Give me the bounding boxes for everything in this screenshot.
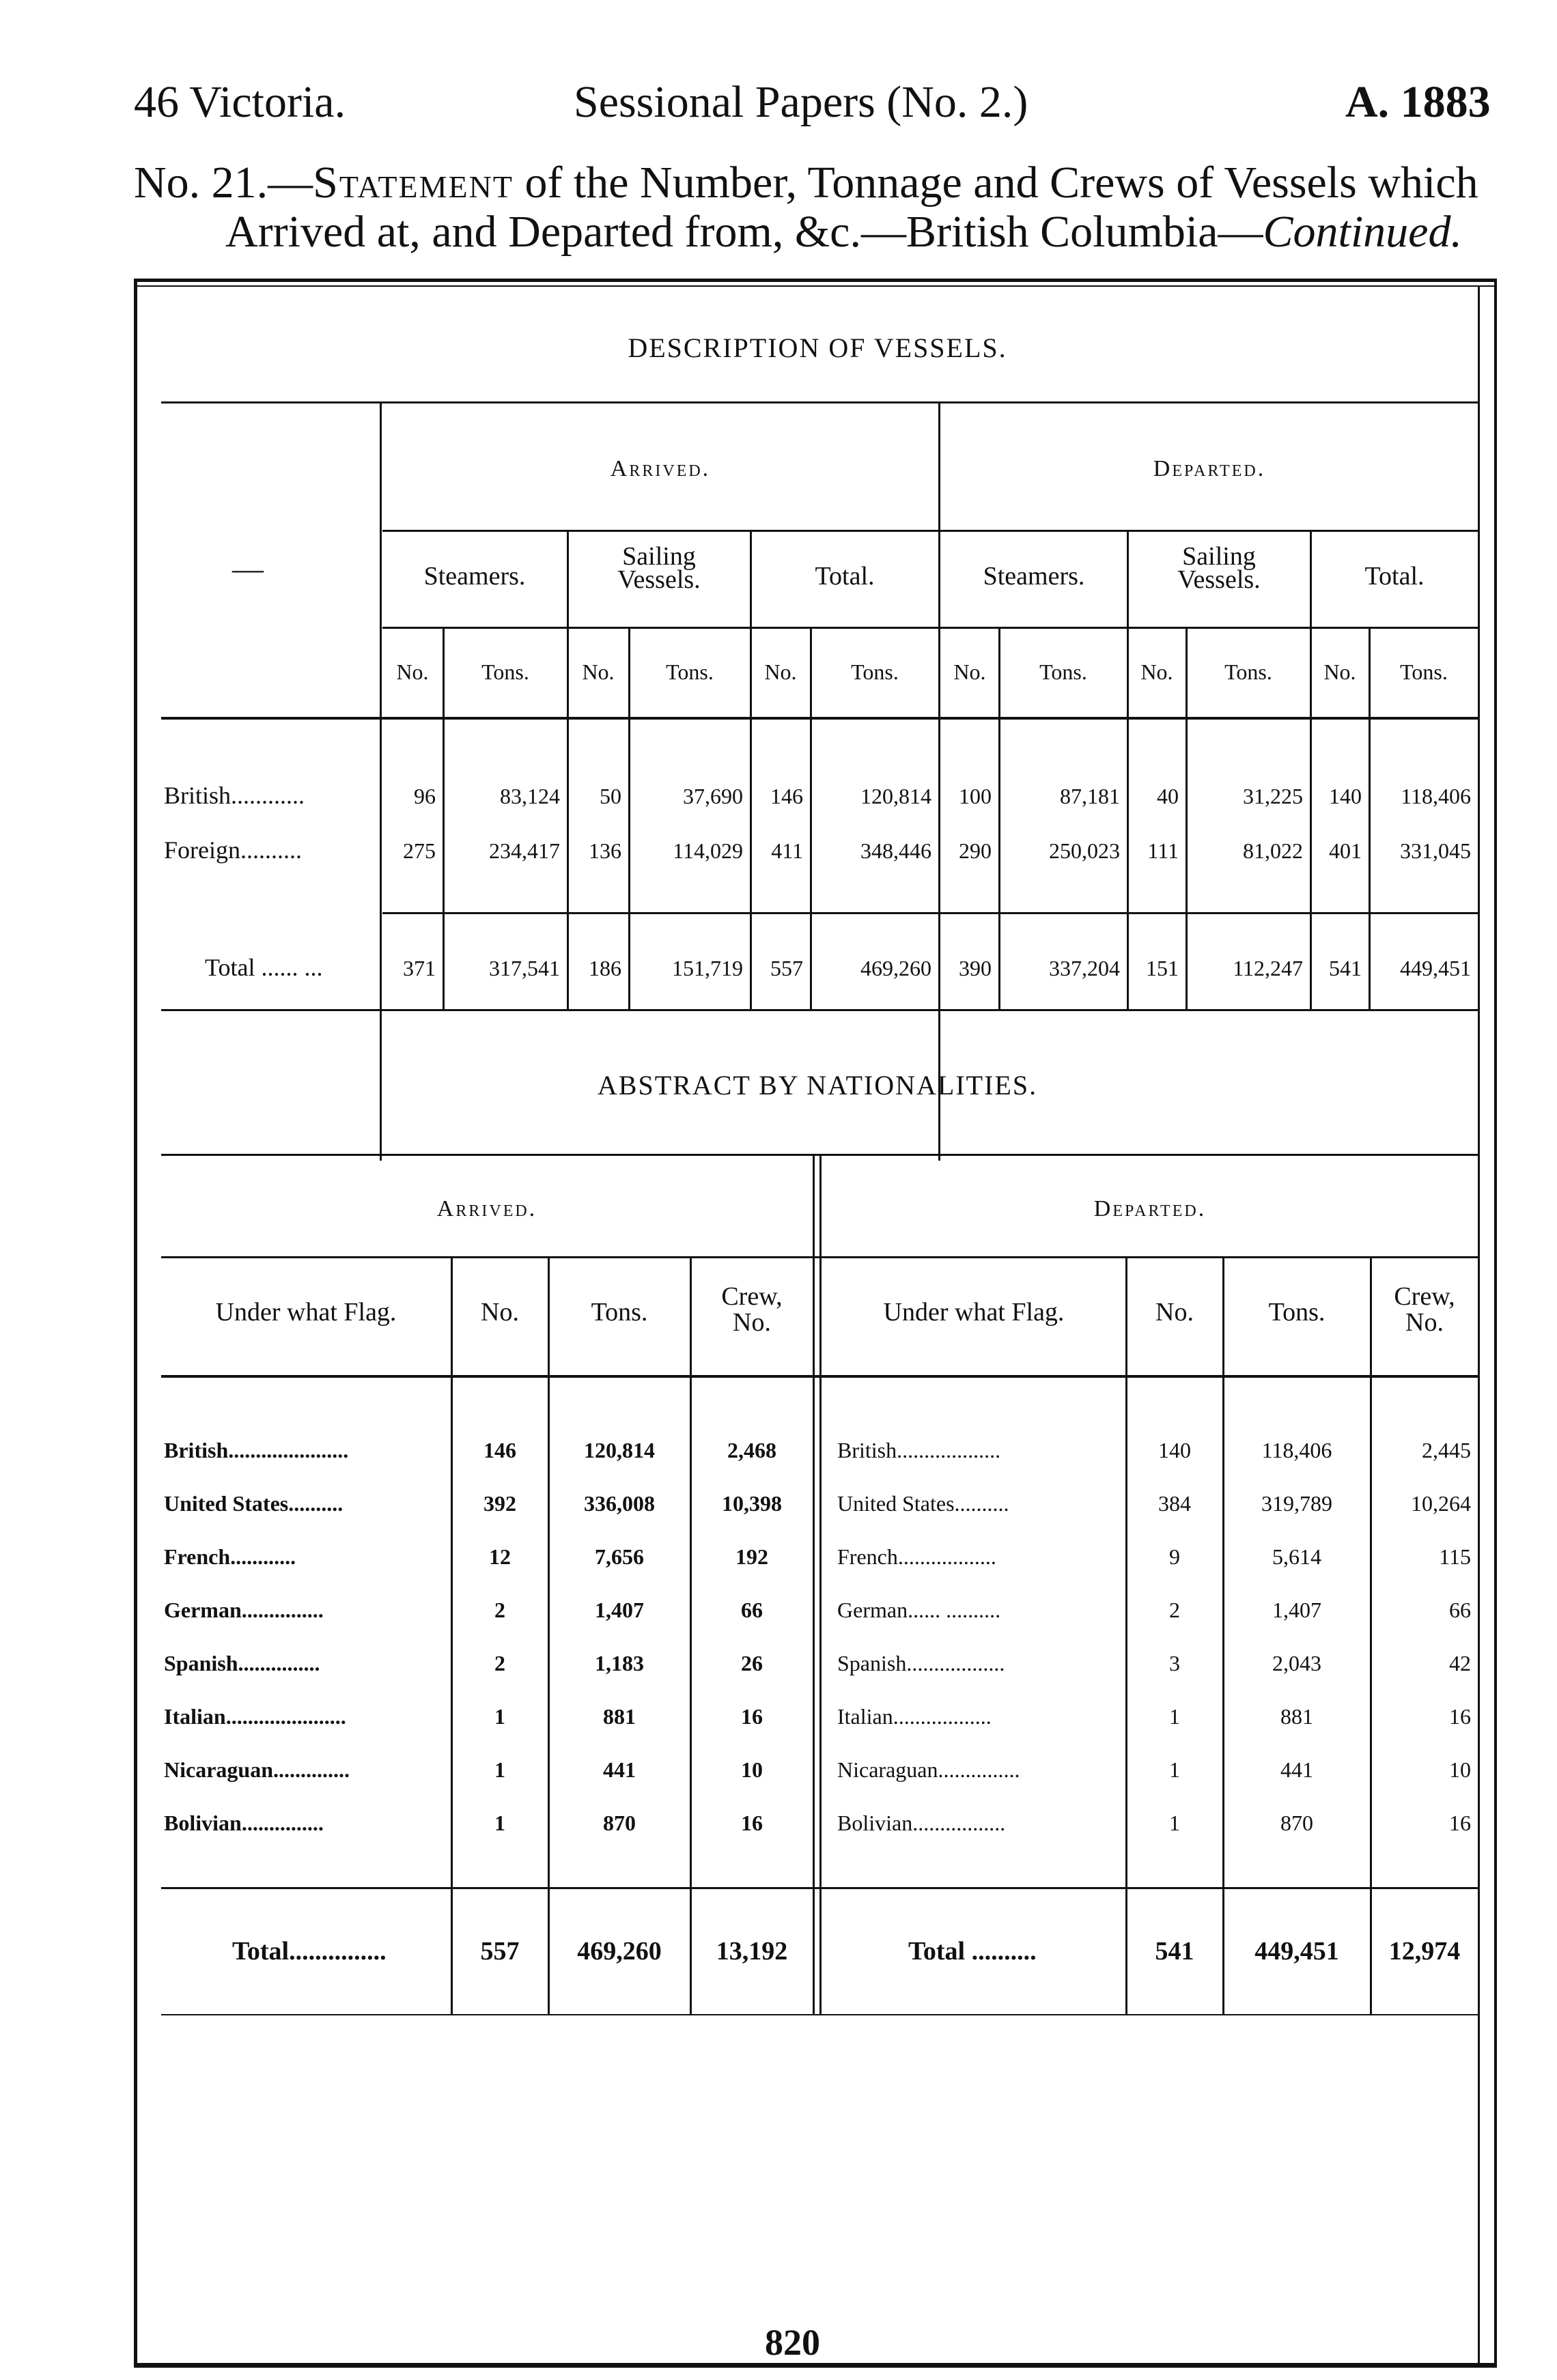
rule: [382, 912, 1478, 914]
sub-tons: Tons.: [851, 660, 899, 684]
arrived-no-cell: 12: [489, 1544, 511, 1569]
departed-no-cell: 3: [1169, 1651, 1180, 1675]
dot-leader: ......................: [228, 1438, 349, 1462]
col-crew-departed: [1371, 1284, 1478, 1335]
dot-leader: ..................: [906, 1651, 1005, 1675]
arrived-heading: Arrived.: [610, 456, 711, 481]
departed-tons-cell: 319,789: [1261, 1491, 1332, 1516]
table-cell: 87,181: [1060, 784, 1120, 808]
table-cell: 151,719: [672, 956, 743, 980]
abstract-departed-total-crew: 12,974: [1388, 1937, 1461, 1966]
flag-label: [837, 1438, 1000, 1463]
flag-name: French: [164, 1544, 231, 1569]
table-cell: 348,446: [860, 838, 931, 863]
rule: [161, 1256, 1478, 1258]
abstract-departed-total-tons: 449,451: [1254, 1937, 1339, 1966]
col-crew-l2: No.: [1405, 1308, 1444, 1337]
flag-label: [837, 1757, 1020, 1783]
table-cell: 541: [1329, 956, 1362, 980]
abstract-departed-total-label: [908, 1936, 1037, 1966]
running-head-left: 46 Victoria.: [134, 77, 346, 127]
col-rule: [750, 628, 752, 1010]
table-cell: 331,045: [1400, 838, 1471, 863]
table-cell: 37,690: [683, 784, 743, 808]
rule: [161, 717, 1478, 720]
sub-no: No.: [764, 660, 797, 684]
departed-crew-cell: 16: [1449, 1704, 1471, 1729]
abstract-departed-total-no: 541: [1155, 1937, 1194, 1966]
departed-tons-cell: 2,043: [1272, 1651, 1321, 1675]
table-cell: 250,023: [1049, 838, 1120, 863]
arrived-crew-cell: 16: [741, 1811, 763, 1835]
flag-label: [837, 1704, 992, 1729]
flag-label: [837, 1651, 1005, 1676]
departed-crew-cell: 115: [1439, 1544, 1471, 1569]
sub-tons: Tons.: [1039, 660, 1087, 684]
sub-tons: Tons.: [1224, 660, 1272, 684]
dot-leader: ...... ...: [255, 954, 323, 981]
dot-leader: ...............: [938, 1757, 1020, 1782]
dot-leader: ..........: [965, 1937, 1037, 1966]
total-label: Total: [232, 1937, 290, 1966]
table-cell: 234,417: [489, 838, 560, 863]
table-cell: 469,260: [860, 956, 931, 980]
sub-tons: Tons.: [666, 660, 714, 684]
total-label: Total: [908, 1937, 966, 1966]
departed-tons-cell: 870: [1280, 1811, 1313, 1835]
arrived-tons-cell: 7,656: [595, 1544, 644, 1569]
table-cell: 411: [771, 838, 803, 863]
sub-no: No.: [396, 660, 429, 684]
arrived-no-cell: 1: [494, 1704, 505, 1729]
col-rule: [1125, 1258, 1127, 2015]
dot-leader: ............: [230, 1544, 296, 1569]
departed-no-cell: 2: [1169, 1598, 1180, 1622]
dot-leader: ..........: [954, 1491, 1009, 1516]
table-cell: 118,406: [1401, 784, 1471, 808]
arrived-no-cell: 392: [483, 1491, 516, 1516]
col-rule: [1222, 1258, 1224, 2015]
table-cell: 111: [1147, 838, 1179, 863]
table-cell: 136: [589, 838, 621, 863]
arrived-crew-cell: 16: [741, 1704, 763, 1729]
flag-name: Nicaraguan: [837, 1757, 938, 1782]
table-cell: 40: [1157, 784, 1179, 808]
arrived-no-cell: 2: [494, 1598, 505, 1622]
statement-title-line1: [134, 157, 1478, 209]
flag-label: [164, 1757, 350, 1783]
departed-crew-cell: 10: [1449, 1757, 1471, 1782]
col-rule: [380, 403, 382, 1161]
dot-leader: ......................: [225, 1704, 346, 1729]
table-cell: 371: [403, 956, 436, 980]
title-prefix: No. 21.—: [134, 158, 313, 208]
table-cell: 290: [959, 838, 992, 863]
group-sailing-departed-l2: Vessels.: [1177, 565, 1261, 594]
table-cell: 96: [414, 784, 436, 808]
departed-heading: Departed.: [1153, 456, 1266, 481]
row-label-text: Total: [205, 954, 255, 981]
abstract-heading: ABSTRACT BY NATIONALITIES.: [597, 1070, 1038, 1101]
table-cell: 120,814: [860, 784, 931, 808]
table-cell: 275: [403, 838, 436, 863]
table-cell: 50: [600, 784, 621, 808]
col-tons-arrived: Tons.: [591, 1298, 648, 1327]
flag-name: British: [837, 1438, 897, 1462]
arrived-tons-cell: 870: [603, 1811, 636, 1835]
col-rule: [1310, 628, 1312, 1010]
group-total-arrived: Total.: [815, 562, 875, 591]
arrived-no-cell: 1: [494, 1757, 505, 1782]
col-rule: [628, 628, 630, 1010]
group-steamers-departed: Steamers.: [983, 562, 1085, 591]
departed-tons-cell: 881: [1280, 1704, 1313, 1729]
flag-label: [164, 1651, 320, 1676]
departed-crew-cell: 16: [1449, 1811, 1471, 1835]
departed-crew-cell: 2,445: [1422, 1438, 1471, 1462]
dot-leader: ...................: [897, 1438, 1001, 1462]
table-cell: 557: [770, 956, 803, 980]
col-rule: [443, 628, 445, 1010]
table-cell: 146: [770, 784, 803, 808]
flag-label: [164, 1491, 343, 1516]
group-sailing-arrived-l1: Sailing: [622, 542, 696, 571]
flag-name: British: [164, 1438, 229, 1462]
col-rule: [690, 1258, 692, 2015]
abstract-arrived-heading: Arrived.: [436, 1196, 537, 1221]
running-head-center: Sessional Papers (No. 2.): [574, 77, 1028, 127]
flag-label: [164, 1544, 296, 1570]
col-rule: [998, 628, 1000, 1010]
flag-name: Italian: [837, 1704, 893, 1729]
col-rule: [819, 1155, 822, 2015]
description-row-label: [205, 953, 322, 982]
col-rule: [451, 1258, 453, 2015]
rule: [161, 1375, 1478, 1378]
departed-no-cell: 1: [1169, 1757, 1180, 1782]
flag-name: Bolivian: [164, 1811, 242, 1835]
flag-label: [837, 1598, 1000, 1623]
arrived-tons-cell: 1,407: [595, 1598, 644, 1622]
arrived-crew-cell: 10,398: [722, 1491, 782, 1516]
departed-crew-cell: 42: [1449, 1651, 1471, 1675]
col-rule: [810, 628, 812, 1010]
col-rule: [1369, 628, 1371, 1010]
table-cell: 114,029: [673, 838, 743, 863]
col-crew-l2: No.: [733, 1308, 771, 1337]
flag-label: [164, 1704, 346, 1729]
col-rule: [548, 1258, 550, 2015]
title-statement-word: Statement: [313, 158, 514, 208]
arrived-crew-cell: 192: [735, 1544, 768, 1569]
departed-tons-cell: 1,407: [1272, 1598, 1321, 1622]
rule: [382, 530, 1478, 532]
dot-leader: ...............: [241, 1598, 324, 1622]
dot-leader: ...............: [238, 1651, 320, 1675]
arrived-tons-cell: 1,183: [595, 1651, 644, 1675]
flag-name: United States: [837, 1491, 955, 1516]
table-cell: 140: [1329, 784, 1362, 808]
departed-no-cell: 140: [1158, 1438, 1191, 1462]
col-rule: [813, 1155, 815, 2015]
rule: [161, 401, 1478, 403]
table-cell: 81,022: [1243, 838, 1303, 863]
flag-label: [164, 1811, 324, 1836]
departed-tons-cell: 441: [1280, 1757, 1313, 1782]
arrived-tons-cell: 441: [603, 1757, 636, 1782]
dot-leader: ...... ..........: [908, 1598, 1001, 1622]
col-tons-departed: Tons.: [1268, 1298, 1325, 1327]
abstract-arrived-total-label: [232, 1936, 387, 1966]
flag-name: German: [164, 1598, 242, 1622]
table-cell: 401: [1329, 838, 1362, 863]
arrived-crew-cell: 26: [741, 1651, 763, 1675]
dot-leader: ..................: [897, 1544, 996, 1569]
flag-label: [164, 1598, 324, 1623]
arrived-tons-cell: 120,814: [584, 1438, 655, 1462]
sub-tons: Tons.: [481, 660, 529, 684]
group-sailing-arrived-l2: Vessels.: [617, 565, 701, 594]
group-sailing-departed-l1: Sailing: [1182, 542, 1256, 571]
flag-name: United States: [164, 1491, 289, 1516]
dot-leader: .................: [912, 1811, 1006, 1835]
arrived-no-cell: 1: [494, 1811, 505, 1835]
group-total-departed: Total.: [1364, 562, 1425, 591]
arrived-crew-cell: 66: [741, 1598, 763, 1622]
table-cell: 151: [1146, 956, 1179, 980]
flag-name: Spanish: [164, 1651, 238, 1675]
table-cell: 449,451: [1400, 956, 1471, 980]
dot-leader: ..............: [273, 1757, 350, 1782]
col-rule: [1127, 628, 1129, 1010]
table-cell: 31,225: [1243, 784, 1303, 808]
frame-top-rule-thin: [134, 285, 1497, 287]
arrived-no-cell: 2: [494, 1651, 505, 1675]
dot-leader: ............: [231, 782, 305, 809]
abstract-arrived-total-tons: 469,260: [577, 1937, 662, 1966]
group-sailing-arrived: [568, 542, 750, 594]
col-rule: [567, 628, 569, 1010]
dot-leader: ..................: [893, 1704, 992, 1729]
rule: [161, 1887, 1478, 1889]
flag-label: [837, 1491, 1009, 1516]
title-rest: of the Number, Tonnage and Crews of Vessels which: [513, 158, 1478, 208]
frame-top-rule: [134, 279, 1497, 282]
flag-label: [837, 1544, 996, 1570]
abstract-arrived-total-crew: 13,192: [716, 1937, 788, 1966]
col-flag-departed: Under what Flag.: [883, 1298, 1065, 1327]
description-heading: DESCRIPTION OF VESSELS.: [628, 332, 1007, 363]
flag-name: French: [837, 1544, 898, 1569]
description-row-label: [164, 781, 305, 810]
col-no-departed: No.: [1155, 1298, 1194, 1327]
statement-title-line2: [225, 206, 1462, 258]
row-label-text: Foreign: [164, 836, 240, 864]
departed-no-cell: 9: [1169, 1544, 1180, 1569]
table-cell: 186: [589, 956, 621, 980]
col-no-arrived: No.: [481, 1298, 519, 1327]
flag-name: Bolivian: [837, 1811, 913, 1835]
row-label-dash: —: [232, 551, 264, 586]
dot-leader: ...............: [289, 1937, 387, 1966]
dot-leader: ...............: [241, 1811, 324, 1835]
rule: [382, 627, 1478, 629]
sub-no: No.: [1323, 660, 1356, 684]
flag-label: [164, 1438, 348, 1463]
flag-name: Nicaraguan: [164, 1757, 273, 1782]
rule: [161, 1009, 1478, 1011]
col-crew-l1: Crew,: [721, 1282, 783, 1311]
table-cell: 390: [959, 956, 992, 980]
table-cell: 100: [959, 784, 992, 808]
table-cell: 317,541: [489, 956, 560, 980]
col-flag-arrived: Under what Flag.: [215, 1298, 397, 1327]
table-cell: 112,247: [1233, 956, 1303, 980]
sub-tons: Tons.: [1400, 660, 1448, 684]
col-rule: [1186, 628, 1188, 1010]
page-number: 820: [765, 2322, 820, 2363]
departed-tons-cell: 118,406: [1261, 1438, 1332, 1462]
arrived-no-cell: 146: [483, 1438, 516, 1462]
title-line2-main: Arrived at, and Departed from, &c.—British Columbia—: [225, 207, 1263, 257]
table-cell: 337,204: [1049, 956, 1120, 980]
table-cell: 83,124: [500, 784, 560, 808]
sub-no: No.: [582, 660, 615, 684]
dot-leader: ..........: [240, 836, 302, 864]
flag-name: Spanish: [837, 1651, 907, 1675]
frame-inner-right-rule: [1478, 287, 1480, 2368]
group-sailing-departed: [1128, 542, 1310, 594]
arrived-tons-cell: 336,008: [584, 1491, 655, 1516]
departed-crew-cell: 66: [1449, 1598, 1471, 1622]
abstract-departed-heading: Departed.: [1093, 1196, 1207, 1221]
abstract-arrived-total-no: 557: [480, 1937, 520, 1966]
flag-label: [837, 1811, 1005, 1836]
departed-no-cell: 384: [1158, 1491, 1191, 1516]
group-steamers-arrived: Steamers.: [423, 562, 526, 591]
col-rule: [938, 403, 940, 1161]
flag-name: German: [837, 1598, 908, 1622]
description-row-label: [164, 836, 302, 864]
row-label-text: British: [164, 782, 232, 809]
title-continued: Continued.: [1263, 207, 1462, 257]
arrived-crew-cell: 10: [741, 1757, 763, 1782]
flag-name: Italian: [164, 1704, 226, 1729]
arrived-tons-cell: 881: [603, 1704, 636, 1729]
arrived-crew-cell: 2,468: [727, 1438, 776, 1462]
col-rule: [1370, 1258, 1372, 2015]
departed-no-cell: 1: [1169, 1811, 1180, 1835]
departed-tons-cell: 5,614: [1272, 1544, 1321, 1569]
rule: [161, 2014, 1478, 2015]
dot-leader: ..........: [288, 1491, 343, 1516]
sub-no: No.: [953, 660, 986, 684]
sub-no: No.: [1140, 660, 1173, 684]
col-crew-l1: Crew,: [1394, 1282, 1455, 1311]
col-crew-arrived: [691, 1284, 813, 1335]
departed-no-cell: 1: [1169, 1704, 1180, 1729]
running-head-right: A. 1883: [1345, 77, 1491, 127]
departed-crew-cell: 10,264: [1411, 1491, 1471, 1516]
